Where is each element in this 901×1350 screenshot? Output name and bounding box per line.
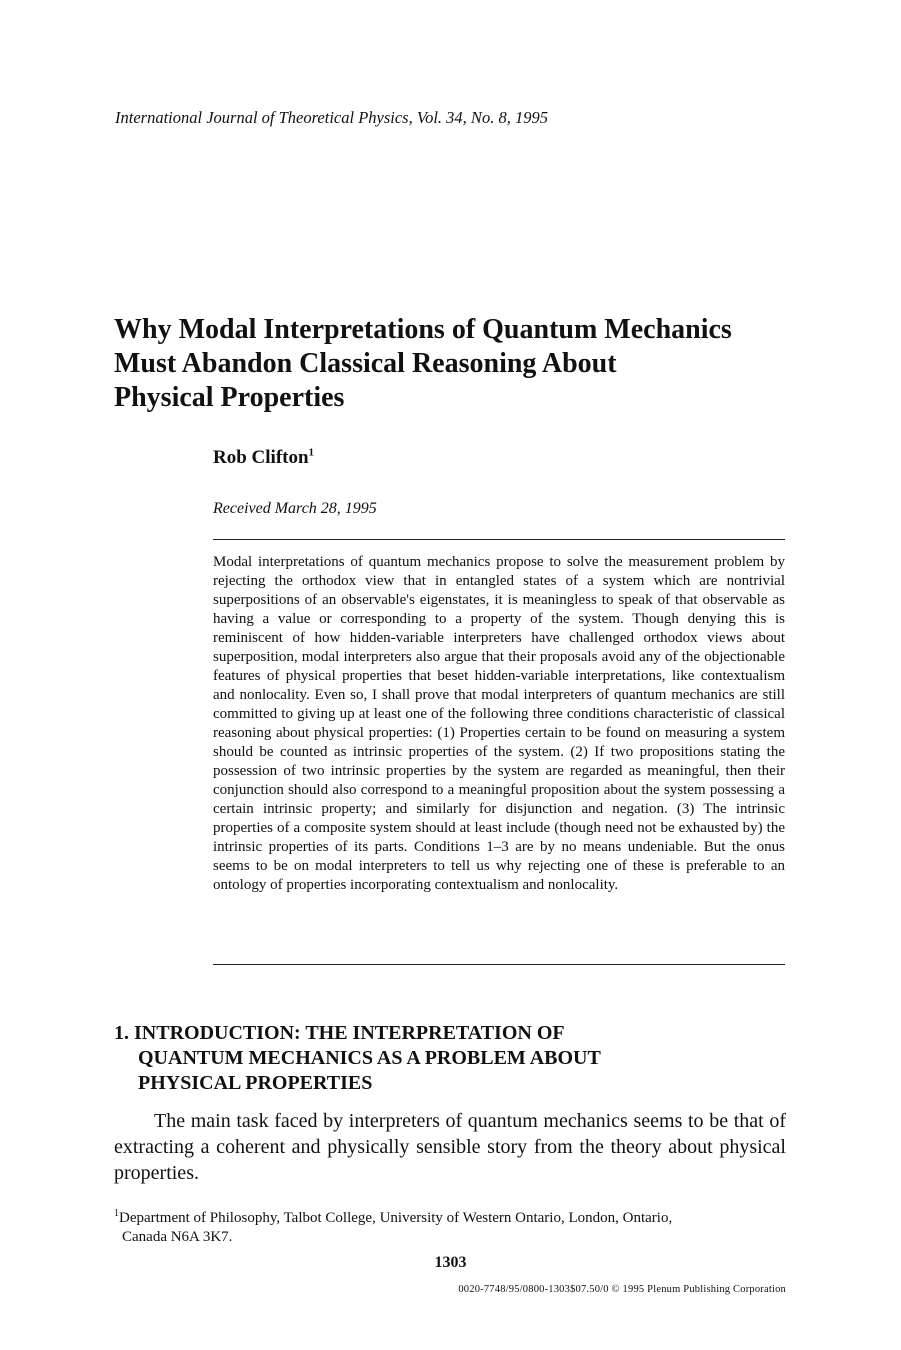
paper-title	[114, 313, 814, 415]
footnote-line: Department of Philosophy, Talbot College, University of Western Ontario, London, Ontario,	[119, 1210, 673, 1226]
copyright-line: 0020-7748/95/0800-1303$07.50/0 © 1995 Plenum Publishing Corporation	[458, 1284, 786, 1295]
section-heading-line: 1. INTRODUCTION: THE INTERPRETATION OF	[114, 1022, 565, 1044]
section-heading	[114, 1021, 814, 1096]
abstract: Modal interpretations of quantum mechanics propose to solve the measurement problem by rejecting the orthodox view that in entangled states of a system which are nontrivial superpositions of an observable's eigenstates, it is meaningless to speak of that observable as having a value or corresponding to a property of the system. Though denying this is reminiscent of how hidden-variable interpreters have challenged orthodox views about superposition, modal interpreters also argue that their proposals avoid any of the objectionable features of physical properties that beset hidden-variable interpretations, like contextualism and nonlocality. Even so, I shall prove that modal interpreters of quantum mechanics are still committed to giving up at least one of the following three conditions characteristic of classical reasoning about physical properties: (1) Properties certain to be found on measuring a system should be counted as intrinsic properties of the system. (2) If two propositions stating the possession of two intrinsic properties by the system are regarded as meaningful, then their conjunction should also correspond to a meaningful proposition about the system possessing a certain intrinsic property; and similarly for disjunction and negation. (3) The intrinsic properties of a composite system should at least include (though need not be exhausted by) the intrinsic properties of its parts. Conditions 1–3 are by no means undeniable. But the onus seems to be on modal interpreters to tell us why rejecting one of these is preferable to an ontology of properties incorporating contextualism and nonlocality.	[213, 554, 785, 893]
title-line: Why Modal Interpretations of Quantum Mechanics	[114, 314, 732, 345]
journal-reference: International Journal of Theoretical Physics, Vol. 34, No. 8, 1995	[115, 108, 548, 127]
author-footnote-mark: 1	[308, 446, 315, 459]
title-line: Physical Properties	[114, 382, 345, 413]
footnote-mark: 1	[114, 1208, 119, 1219]
footnote-line: Canada N6A 3K7.	[122, 1229, 233, 1245]
section-heading-line: QUANTUM MECHANICS AS A PROBLEM ABOUT	[138, 1047, 601, 1069]
footnote	[114, 1209, 786, 1247]
abstract-top-rule	[213, 539, 785, 540]
intro-paragraph: The main task faced by interpreters of quantum mechanics seems to be that of extracting a coherent and physically sensible story from the theory about physical properties.	[114, 1110, 786, 1184]
author-name: Rob Clifton	[213, 447, 309, 468]
page-number: 1303	[434, 1254, 467, 1271]
received-date: Received March 28, 1995	[213, 500, 377, 517]
abstract-bottom-rule	[213, 964, 785, 965]
title-line: Must Abandon Classical Reasoning About	[114, 348, 617, 379]
author	[213, 447, 314, 469]
section-heading-line: PHYSICAL PROPERTIES	[138, 1072, 373, 1094]
